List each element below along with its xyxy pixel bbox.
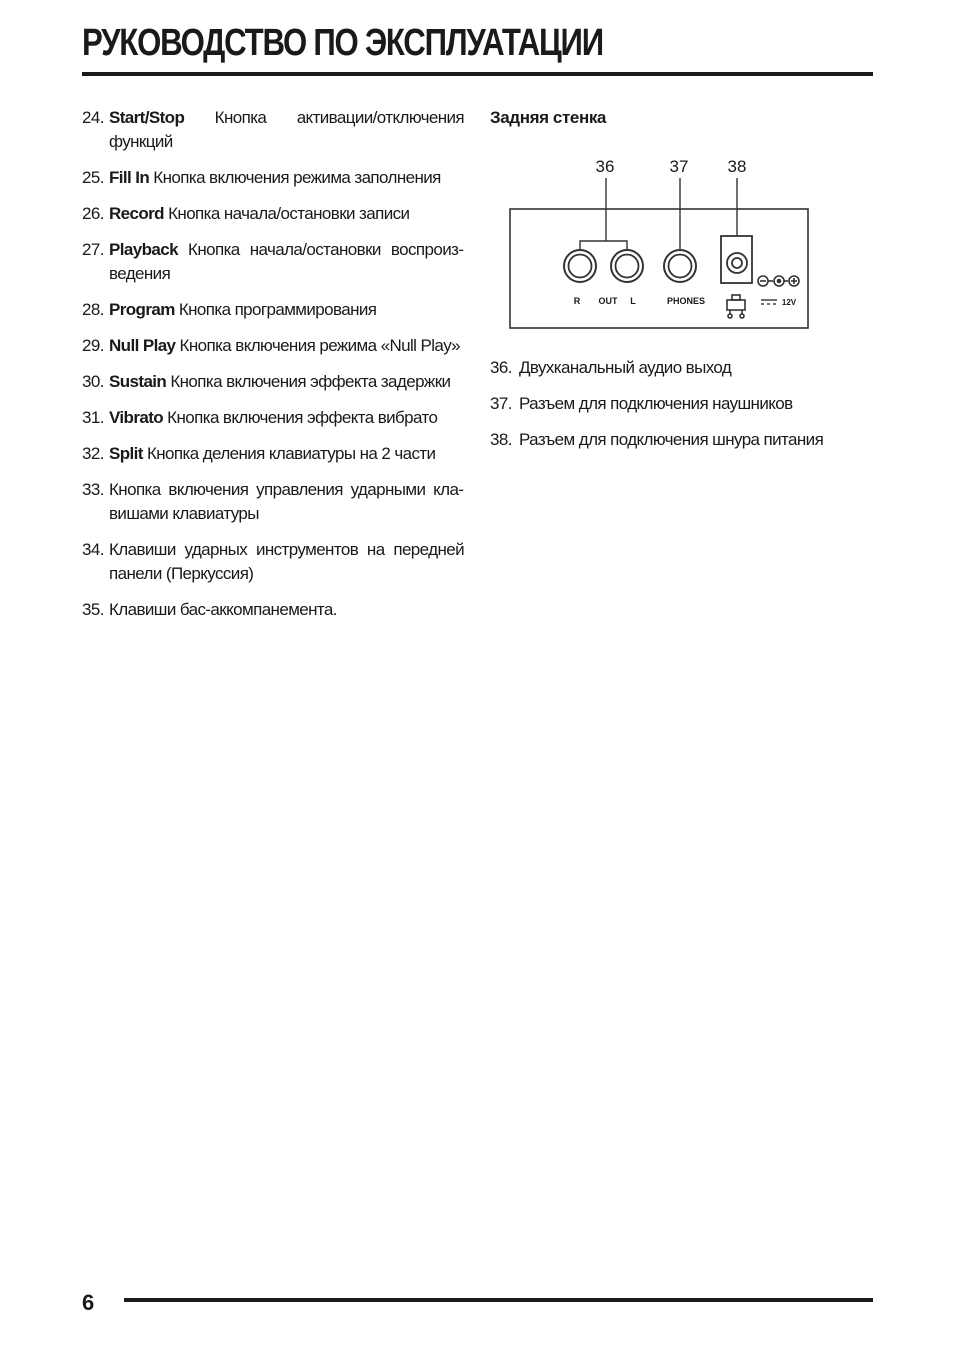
- list-item: [82, 166, 464, 190]
- item-number: 24.: [82, 108, 104, 127]
- rear-panel-section: [490, 106, 873, 130]
- list-item: [82, 538, 464, 586]
- title-rule: [82, 72, 873, 76]
- item-description: Кнопка включения режима заполнения: [149, 168, 441, 187]
- item-term: Program: [109, 300, 175, 319]
- panel-outline: [510, 209, 808, 328]
- list-item: [82, 334, 464, 358]
- page-title: РУКОВОДСТВО ПО ЭКСПЛУАТАЦИИ: [82, 22, 603, 64]
- controls-list: [82, 106, 464, 622]
- item-number: 35.: [82, 600, 104, 619]
- label-r: R: [573, 296, 581, 306]
- label-phones: PHONES: [666, 296, 706, 306]
- item-term: Split: [109, 444, 143, 463]
- item-description: Клавиши ударных инструментов на передней панели (Перкуссия): [109, 540, 464, 583]
- item-term: Sustain: [109, 372, 167, 391]
- list-item: [82, 298, 464, 322]
- item-description: Разъем для подключения шнура питания: [519, 430, 824, 449]
- list-item: [490, 428, 873, 452]
- item-description: Двухканальный аудио выход: [519, 358, 732, 377]
- connectors-list: [490, 356, 873, 452]
- audio-out-jack-l: [611, 250, 643, 282]
- list-item: [82, 370, 464, 394]
- item-number: 32.: [82, 444, 104, 463]
- item-term: Start/Stop: [109, 108, 185, 127]
- callout-37: 37: [669, 157, 689, 176]
- list-item: [82, 106, 464, 154]
- item-number: 36.: [490, 358, 512, 377]
- callout-38: 38: [727, 157, 747, 176]
- item-description: Кнопка деления клавиатуры на 2 части: [142, 444, 436, 463]
- item-description: Кнопка включения режима «Null Play»: [175, 336, 460, 355]
- power-jack: [721, 236, 752, 283]
- section-heading: Задняя стенка: [490, 108, 606, 127]
- label-out: OUT: [598, 296, 618, 306]
- label-voltage: 12V: [781, 298, 797, 307]
- list-item: [82, 202, 464, 226]
- label-l: L: [630, 296, 636, 306]
- item-description: Клавиши бас-аккомпанемента.: [109, 600, 337, 619]
- item-description: Кнопка включения эффекта вибрато: [163, 408, 438, 427]
- item-number: 29.: [82, 336, 104, 355]
- item-description: Кнопка активации/отключения функций: [109, 108, 464, 151]
- dc-symbol-icon: [761, 300, 777, 304]
- polarity-icon: [758, 276, 799, 286]
- page-number: 6: [82, 1290, 95, 1315]
- item-number: 31.: [82, 408, 104, 427]
- item-description: Кнопка включения эффекта задержки: [166, 372, 451, 391]
- rear-panel-diagram: [505, 150, 815, 334]
- item-number: 28.: [82, 300, 104, 319]
- audio-out-jack-r: [564, 250, 596, 282]
- list-item: [490, 356, 873, 380]
- footer-rule: [124, 1298, 873, 1302]
- list-item: [82, 238, 464, 286]
- list-item: [82, 478, 464, 526]
- adapter-icon: [727, 295, 745, 318]
- item-number: 25.: [82, 168, 104, 187]
- item-description: Кнопка включения управления ударными клавишами клавиатуры: [109, 480, 464, 523]
- item-number: 33.: [82, 480, 104, 499]
- item-description: Разъем для подключения наушников: [519, 394, 793, 413]
- item-term: Vibrato: [109, 408, 164, 427]
- item-description: Кнопка начала/остановки записи: [163, 204, 410, 223]
- list-item: [82, 442, 464, 466]
- item-description: Кнопка программирования: [174, 300, 377, 319]
- phones-jack: [664, 250, 696, 282]
- item-number: 37.: [490, 394, 512, 413]
- list-item: [82, 406, 464, 430]
- leader-lines: [580, 178, 737, 251]
- item-description: Кнопка начала/остановки воспроизведения: [109, 240, 464, 283]
- item-number: 30.: [82, 372, 104, 391]
- list-item: [82, 598, 464, 622]
- item-term: Null Play: [109, 336, 176, 355]
- item-number: 34.: [82, 540, 104, 559]
- callout-36: 36: [595, 157, 615, 176]
- item-term: Playback: [109, 240, 178, 259]
- item-number: 26.: [82, 204, 104, 223]
- item-term: Record: [109, 204, 164, 223]
- item-term: Fill In: [109, 168, 150, 187]
- item-number: 38.: [490, 430, 512, 449]
- list-item: [490, 392, 873, 416]
- item-number: 27.: [82, 240, 104, 259]
